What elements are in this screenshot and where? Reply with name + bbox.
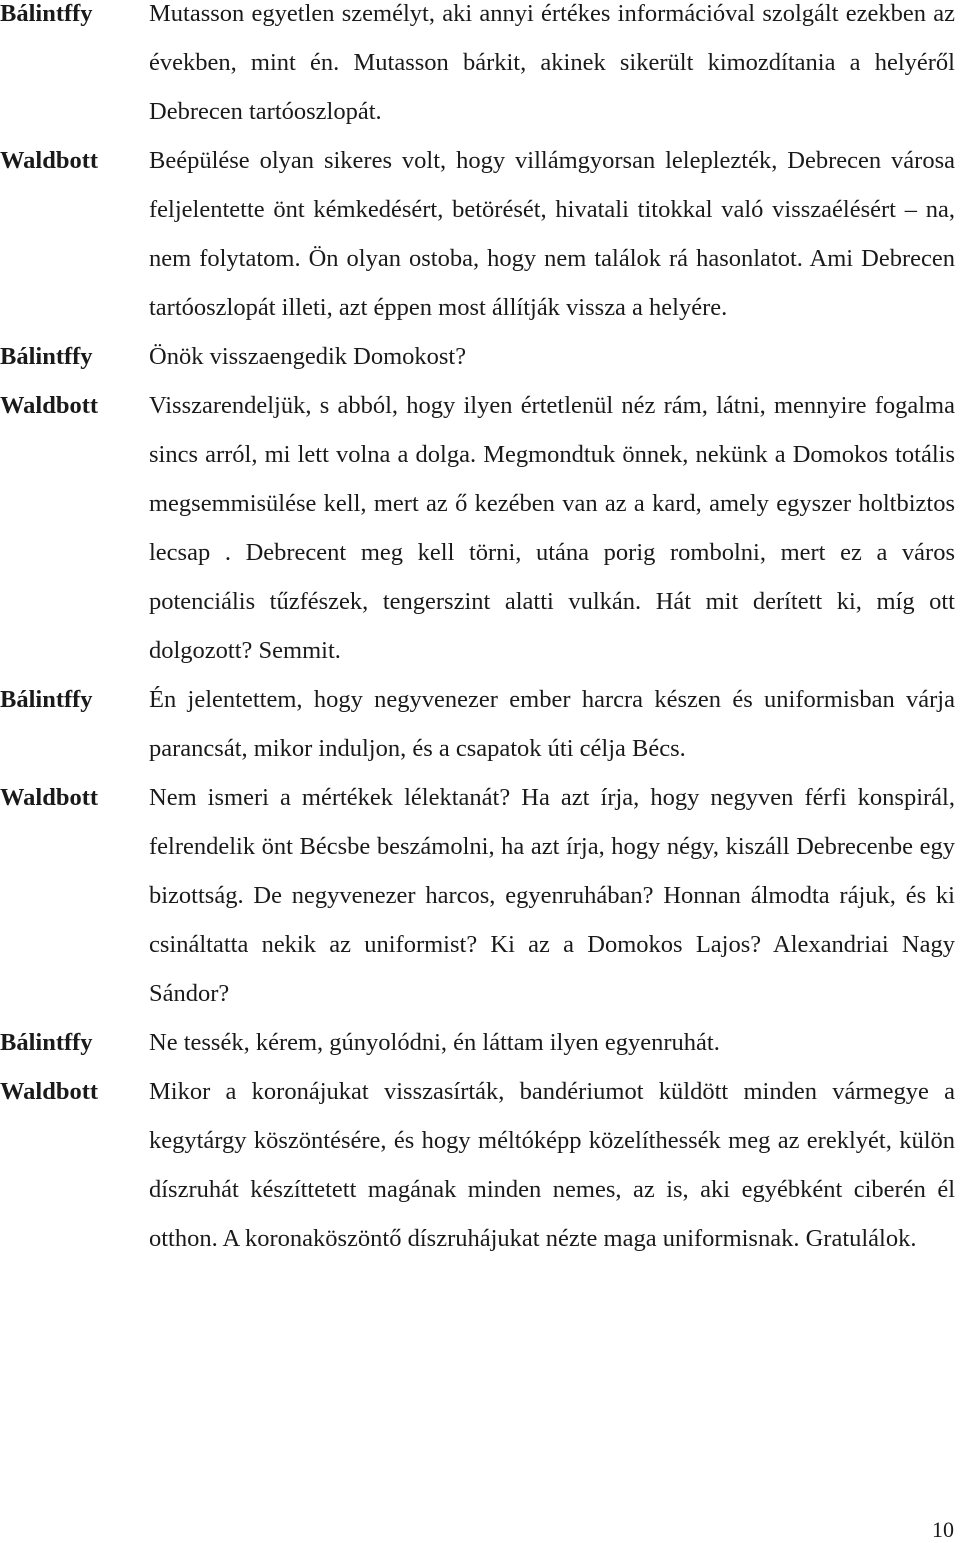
dialogue-entry xyxy=(0,1018,960,1067)
page-number: 10 xyxy=(932,1517,954,1542)
speech-text: Beépülése olyan sikeres volt, hogy villámgyorsan leleplezték, Debrecen városa feljelentette önt kémkedésért, betörését, hivatali titokkal való visszaélésért – na, nem folytatom. Ön olyan ostoba, hogy nem találok rá hasonlatot. Ami Debrecen tartóoszlopát illeti, azt éppen most állítják vissza a helyére. xyxy=(149,147,955,321)
dialogue-entry xyxy=(0,332,960,381)
speech-text: Önök visszaengedik Domokost? xyxy=(149,343,467,370)
dialogue-entry xyxy=(0,1067,960,1263)
speaker-name: Waldbott xyxy=(0,147,99,174)
dialogue-entry xyxy=(0,381,960,675)
speaker-name: Waldbott xyxy=(0,784,99,811)
speaker-name: Bálintffy xyxy=(0,0,93,27)
dialogue-entry xyxy=(0,773,960,1018)
speaker-name: Waldbott xyxy=(0,392,99,419)
speech-text: Visszarendeljük, s abból, hogy ilyen értetlenül néz rám, látni, mennyire fogalma sincs arról, mi lett volna a dolga. Megmondtuk önnek, nekünk a Domokos totális megsemmisülése kell, mert az ő kezében van az a kard, amely egyszer holtbiztos lecsap . Debrecent meg kell törni, utána porig rombolni, mert ez a város potenciális tűzfészek, tengerszint alatti vulkán. Hát mit derített ki, míg ott dolgozott? Semmit. xyxy=(149,392,955,664)
speech-text: Ne tessék, kérem, gúnyolódni, én láttam ilyen egyenruhát. xyxy=(149,1029,720,1056)
speech-text: Én jelentettem, hogy negyvenezer ember harcra készen és uniformisban várja parancsát, mikor induljon, és a csapatok úti célja Bécs. xyxy=(149,686,955,762)
speech-text: Mutasson egyetlen személyt, aki annyi értékes információval szolgált ezekben az években, mint én. Mutasson bárkit, akinek sikerült kimozdítania a helyéről Debrecen tartóoszlopát. xyxy=(149,0,955,125)
dialogue-entry xyxy=(0,675,960,773)
speech-text: Nem ismeri a mértékek lélektanát? Ha azt írja, hogy negyven férfi konspirál, felrendelik önt Bécsbe beszámolni, ha azt írja, hogy négy, kiszáll Debrecenbe egy bizottság. De negyvenezer harcos, egyenruhában? Honnan álmodta rájuk, és ki csináltatta nekik az uniformist? Ki az a Domokos Lajos? Alexandriai Nagy Sándor? xyxy=(149,784,955,1007)
speaker-name: Bálintffy xyxy=(0,1029,93,1056)
dialogue-entry xyxy=(0,0,960,136)
dialogue-entry xyxy=(0,136,960,332)
speaker-name: Waldbott xyxy=(0,1078,99,1105)
speaker-name: Bálintffy xyxy=(0,343,93,370)
speech-text: Mikor a koronájukat visszasírták, bandériumot küldött minden vármegye a kegytárgy köszöntésére, és hogy méltóképp közelíthessék meg az ereklyét, külön díszruhát készíttetett magának minden nemes, az is, aki egyébként ciberén él otthon. A koronaköszöntő díszruhájukat nézte maga uniformisnak. Gratulálok. xyxy=(149,1078,955,1252)
speaker-name: Bálintffy xyxy=(0,686,93,713)
